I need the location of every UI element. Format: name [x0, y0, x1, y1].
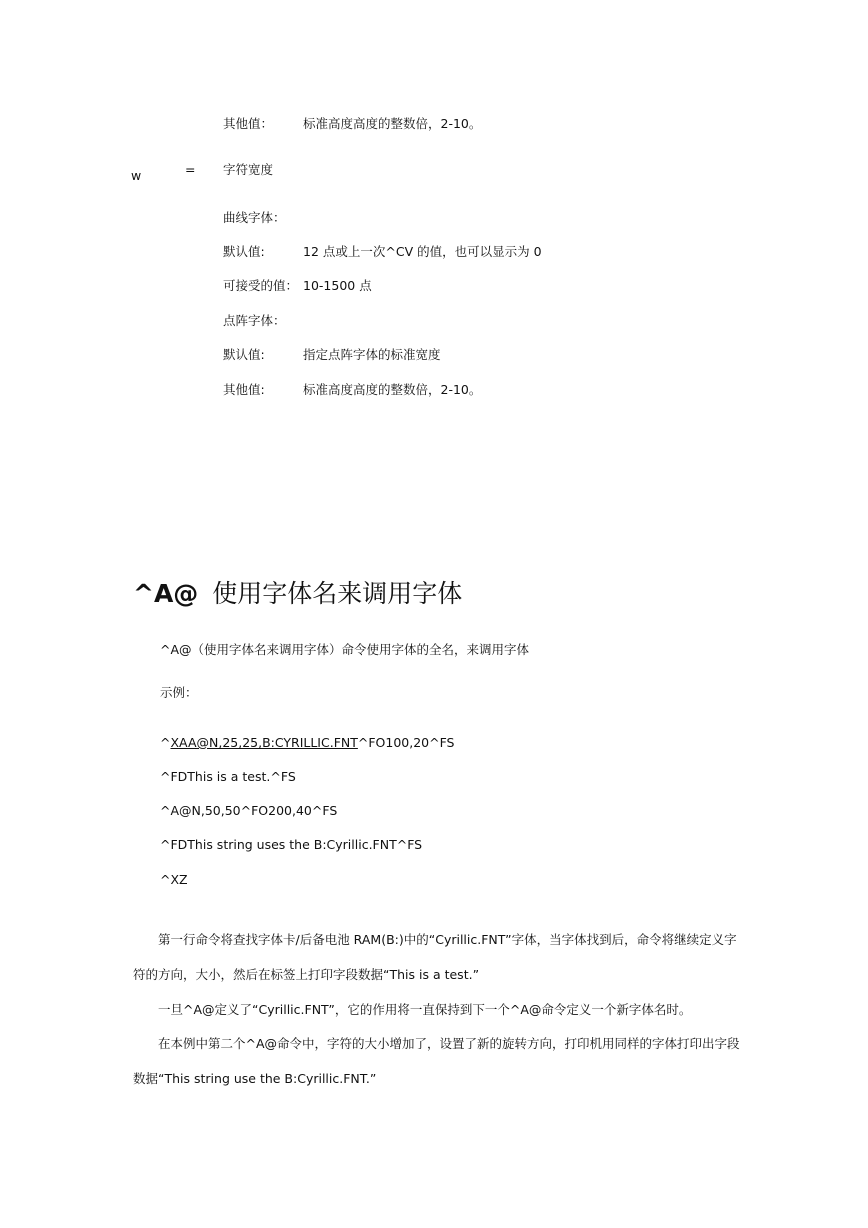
default-value-label: 默认值: [223, 244, 265, 259]
explanation-paragraph-2: 一旦^A@定义了“Cyrillic.FNT”，它的作用将一直保持到下一个^A@命令定义一个新字体名时。 [158, 1002, 692, 1017]
param-w-symbol: w [131, 168, 142, 183]
code-line-5: ^XZ [160, 872, 188, 887]
heading-command: ^A@ [133, 579, 199, 608]
default-value-text: 12 点或上一次^CV 的值，也可以显示为 0 [303, 244, 542, 259]
section-description: ^A@（使用字体名来调用字体）命令使用字体的全名，来调用字体 [160, 642, 530, 657]
example-label: 示例： [160, 685, 198, 700]
other-values-label: 其他值： [223, 116, 274, 131]
param-w-equals: = [185, 162, 196, 177]
acceptable-values-text: 10-1500 点 [303, 278, 372, 293]
code-line-1-link[interactable]: XAA@N,25,25,B:CYRILLIC.FNT [170, 735, 358, 750]
section-heading [133, 574, 462, 610]
explanation-paragraph-1: 第一行命令将查找字体卡/后备电池 RAM(B:)中的“Cyrillic.FNT”字体，当字体找到后，命令将继续定义字符的方向，大小，然后在标签上打印字段数据“This is a test.” [133, 932, 737, 982]
bitmap-other-label: 其他值: [223, 382, 265, 397]
code-line-3: ^A@N,50,50^FO200,40^FS [160, 803, 338, 818]
other-values-text: 标准高度高度的整数倍，2-10。 [303, 116, 482, 131]
curve-font-label: 曲线字体： [223, 210, 286, 225]
explanation-paragraph-3: 在本例中第二个^A@命令中，字符的大小增加了，设置了新的旋转方向，打印机用同样的字体打印出字段数据“This string use the B:Cyrillic.FNT.” [133, 1036, 740, 1086]
bitmap-default-text: 指定点阵字体的标准宽度 [303, 347, 441, 362]
code-line-4: ^FDThis string uses the B:Cyrillic.FNT^FS [160, 837, 423, 852]
bitmap-default-label: 默认值: [223, 347, 265, 362]
code-line-1 [160, 735, 455, 750]
param-w-description: 字符宽度 [223, 162, 274, 177]
code-line-1-caret: ^ [160, 735, 171, 750]
acceptable-values-label: 可接受的值： [223, 278, 299, 293]
code-line-2: ^FDThis is a test.^FS [160, 769, 296, 784]
bitmap-font-label: 点阵字体： [223, 313, 286, 328]
code-line-1-rest: ^FO100,20^FS [357, 735, 455, 750]
heading-title: 使用字体名来调用字体 [212, 579, 463, 608]
bitmap-other-text: 标准高度高度的整数倍，2-10。 [303, 382, 482, 397]
